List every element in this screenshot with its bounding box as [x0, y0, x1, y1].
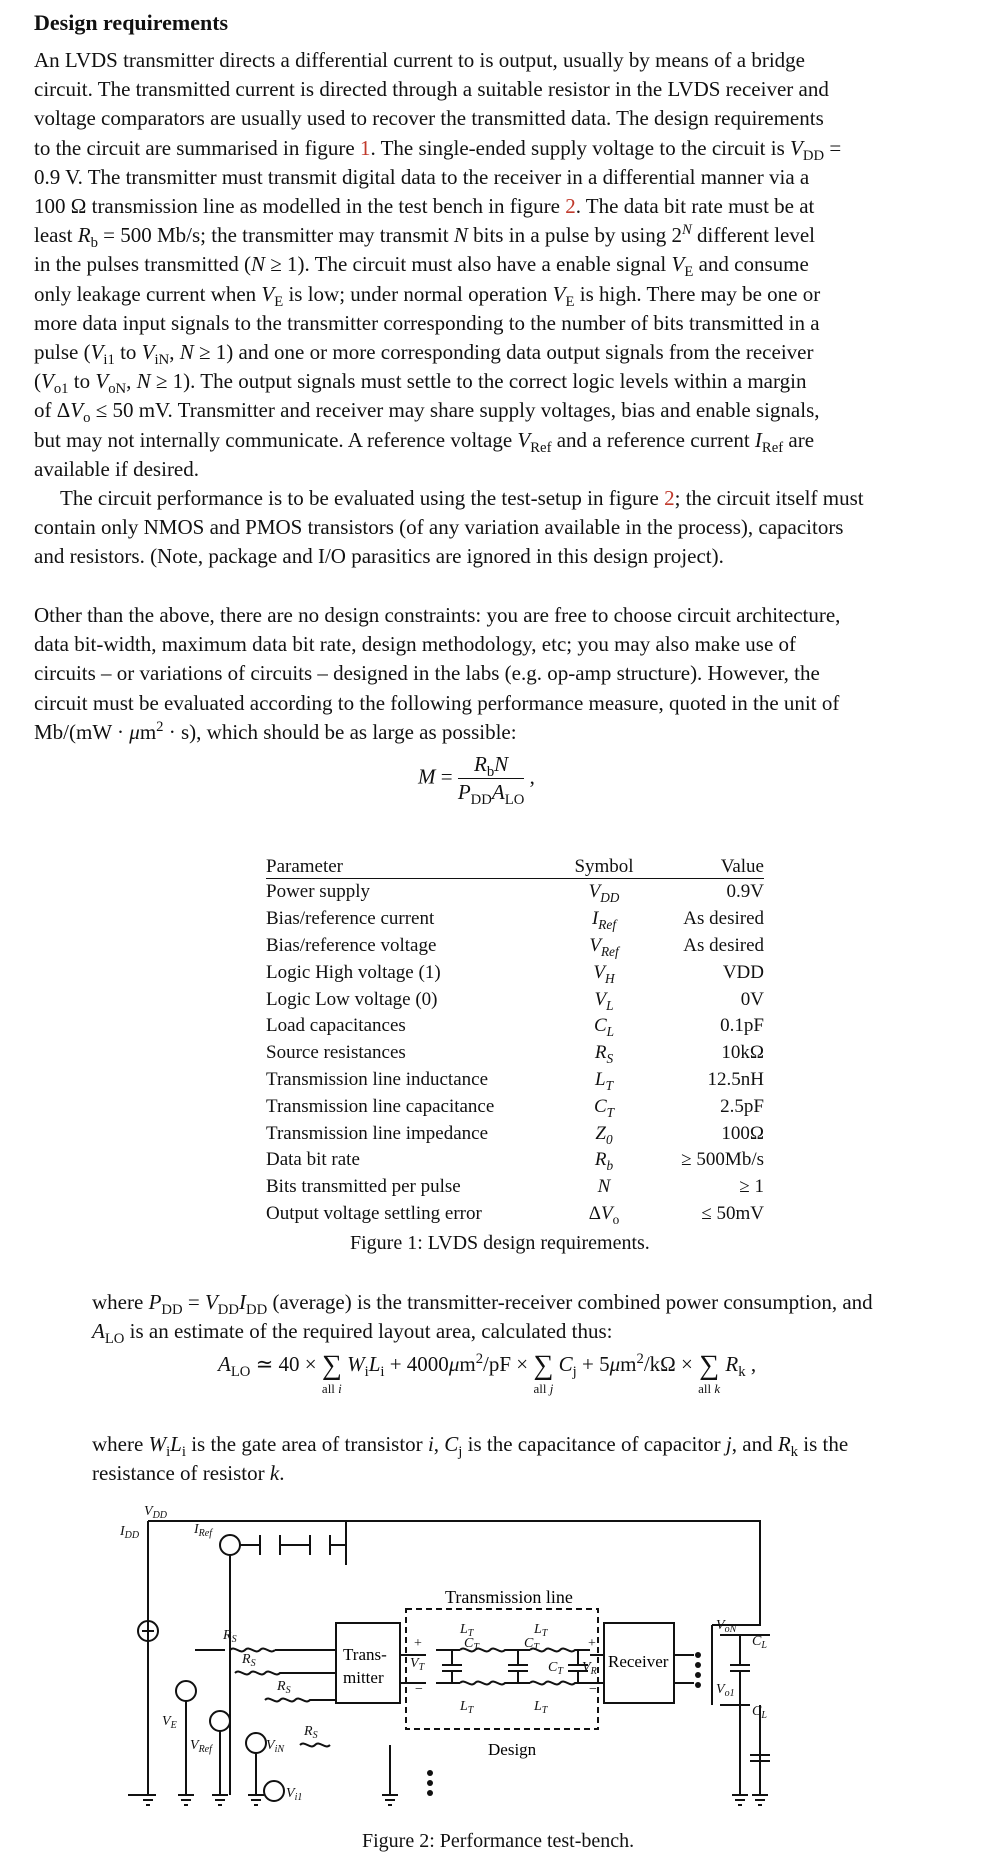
paragraph-lvds-intro: An LVDS transmitter directs a differential current to is output, usually by means of a bridge circuit. The transmitted current is directed through a suitable resistor in the LVDS receiver and voltage comparators are usually used to recover the transmitted data. The design requirements to the circuit are summarised in figure 1. The single-ended supply voltage to the circuit is $V_{DD}$ = 0.9 V. The transmitter must transmit digital data to the receiver in a differential manner via a 100 Ω transmission line as modelled in the test bench in figure 2. The data bit rate must be at least $R_b = 500$ Mb/s; the transmitter may transmit N bits in a pulse by using $2^N$ different level in the pulses transmitted (N ≥ 1). The circuit must also have a enable signal $V_E$ and consume only leakage current when $V_E$ is low; under normal operation $V_E$ is high. There may be one or more data input signals to the transmitter corresponding to the number of bits transmitted in a pulse ($V_{i1}$ to $V_{iN}$, N ≥ 1) and one or more corresponding data output signals from the receiver ($V_{o1}$ to $V_{oN}$, N ≥ 1). The output signals must settle to the correct logic levels within a margin of $\Delta V_o \le 50$ mV. Transmitter and receiver may share supply voltages, bias and enable signals, but may not internally communicate. A reference voltage $V_{Ref}$ and a reference current $I_{Ref}$ are available if desired. The circuit performance is to be evaluated using the test-setup in figure 2; the circuit itself must contain only NMOS and PMOS transistors (of any variation available in the process), capacitors and resistors. (Note, package and I/O parasitics are ignored in this design project). [34, 48, 864, 569]
svg-text:CT: $C_T$ [464, 1636, 479, 1653]
svg-text:VE: $V_E$ [162, 1714, 177, 1731]
transmitter-label-2: mitter [343, 1668, 384, 1687]
svg-text:LT: $L_T$ [460, 1699, 474, 1716]
col-header-parameter: Parameter [266, 856, 344, 877]
transmission-line-label: Transmission line [445, 1587, 573, 1607]
paragraph-pdd-alo: where $P_{DD} = V_{DD}I_{DD}$ (average) is the transmitter-receiver combined power consumption, and $A_{LO}$ is an estimate of the required layout area, calculated thus: [92, 1290, 873, 1348]
svg-text:VoN: $V_{oN}$ [716, 1618, 737, 1635]
col-header-symbol: Symbol [574, 856, 634, 877]
col-header-value: Value [720, 856, 764, 877]
svg-text:CT: $C_T$ [524, 1636, 539, 1653]
svg-text:VDD: $V_{DD}$ [144, 1505, 168, 1521]
table-row: Transmission line inductance $L_T$ 12.5nH [266, 1068, 764, 1093]
figure-1-link[interactable]: 1 [359, 135, 371, 160]
svg-text:−: − [415, 1682, 423, 1697]
equation-layout-area: $A_{LO}$ ≃ 40 × ∑ all i $W_iL_i + 4000\mu m^2/pF$ × ∑ all j $C_j + 5\mu m^2/k\Omega$ × ∑ all k $R_k$ , [218, 1350, 757, 1396]
svg-text:IDD: $I_{DD}$ [120, 1524, 140, 1541]
svg-text:−: − [589, 1682, 597, 1697]
paragraph-constraints: Other than the above, there are no design constraints: you are free to choose circuit architecture, data bit-width, maximum data bit rate, design methodology, etc; you may also make use of circuits – or variations of circuits – designed in the labs (e.g. op-amp structure). However, the circuit must be evaluated according to the following performance measure, quoted in the unit of $Mb/(mW \cdot \mu m^2 \cdot s)$, which should be as large as possible: [34, 603, 841, 744]
svg-text:LT: $L_T$ [534, 1622, 548, 1639]
table-row: Source resistances $R_S$ 10kΩ [266, 1042, 764, 1066]
svg-text:ViN: $V_{iN}$ [266, 1738, 285, 1755]
svg-text:RS: $R_S$ [277, 1679, 291, 1696]
section-heading: Design requirements [34, 10, 229, 35]
equation-performance-measure: M = $\frac{R_bN}{P_{DD}A_{LO}}$ , [418, 752, 535, 809]
svg-text:+: + [414, 1636, 422, 1651]
table-row: Bias/reference current $I_{Ref}$ As desired [266, 908, 764, 932]
design-label: Design [488, 1740, 537, 1759]
svg-text:+: + [588, 1636, 596, 1651]
figure-2-link-2[interactable]: 2 [664, 486, 675, 511]
svg-text:CT: $C_T$ [548, 1660, 563, 1677]
table-row: Output voltage settling error $\Delta V_o$ ≤ 50mV [266, 1202, 764, 1227]
table-row: Logic High voltage (1) $V_H$ VDD [266, 961, 764, 986]
table-row: Load capacitances $C_L$ 0.1pF [266, 1015, 764, 1040]
table-row: Transmission line impedance $Z_0$ 100Ω [266, 1122, 764, 1147]
table-row: Bias/reference voltage $V_{Ref}$ As desired [266, 934, 764, 959]
svg-text:CL: $C_L$ [752, 1704, 767, 1721]
svg-text:IRef: $I_{Ref}$ [194, 1522, 212, 1539]
table-row: Transmission line capacitance $C_T$ 2.5pF [266, 1095, 764, 1120]
paragraph-variable-definitions: where $W_iL_i$ is the gate area of transistor i, $C_j$ is the capacitance of capacitor j, and $R_k$ is the resistance of resistor k. [92, 1432, 849, 1486]
svg-text:RS: $R_S$ [223, 1628, 237, 1645]
figure-1-caption: Figure 1: LVDS design requirements. [350, 1232, 650, 1254]
svg-text:Vo1: $V_{o1}$ [716, 1682, 735, 1699]
table-row: Data bit rate $R_b$ ≥ 500Mb/s [266, 1149, 764, 1174]
svg-text:VRef: $V_{Ref}$ [190, 1738, 212, 1755]
figure-2-link[interactable]: 2 [565, 194, 576, 219]
svg-text:LT: $L_T$ [460, 1622, 474, 1639]
requirements-table [266, 848, 764, 1227]
svg-text:CL: $C_L$ [752, 1634, 767, 1651]
performance-testbench-schematic [120, 1505, 900, 1815]
svg-text:Vi1: $V_{i1}$ [286, 1786, 303, 1803]
table-row: Power supply $V_{DD}$ 0.9V [266, 881, 764, 906]
receiver-label: Receiver [608, 1652, 669, 1671]
table-row: Bits transmitted per pulse N ≥ 1 [266, 1176, 764, 1198]
svg-text:VT: $V_T$ [410, 1656, 425, 1673]
svg-text:VR: $V_R$ [582, 1660, 597, 1677]
svg-text:LT: $L_T$ [534, 1699, 548, 1716]
table-row: Logic Low voltage (0) $V_L$ 0V [266, 988, 764, 1013]
svg-text:RS: $R_S$ [242, 1652, 256, 1669]
transmitter-label-1: Trans- [343, 1645, 387, 1664]
figure-2-caption: Figure 2: Performance test-bench. [362, 1830, 635, 1852]
svg-text:RS: $R_S$ [304, 1724, 318, 1741]
